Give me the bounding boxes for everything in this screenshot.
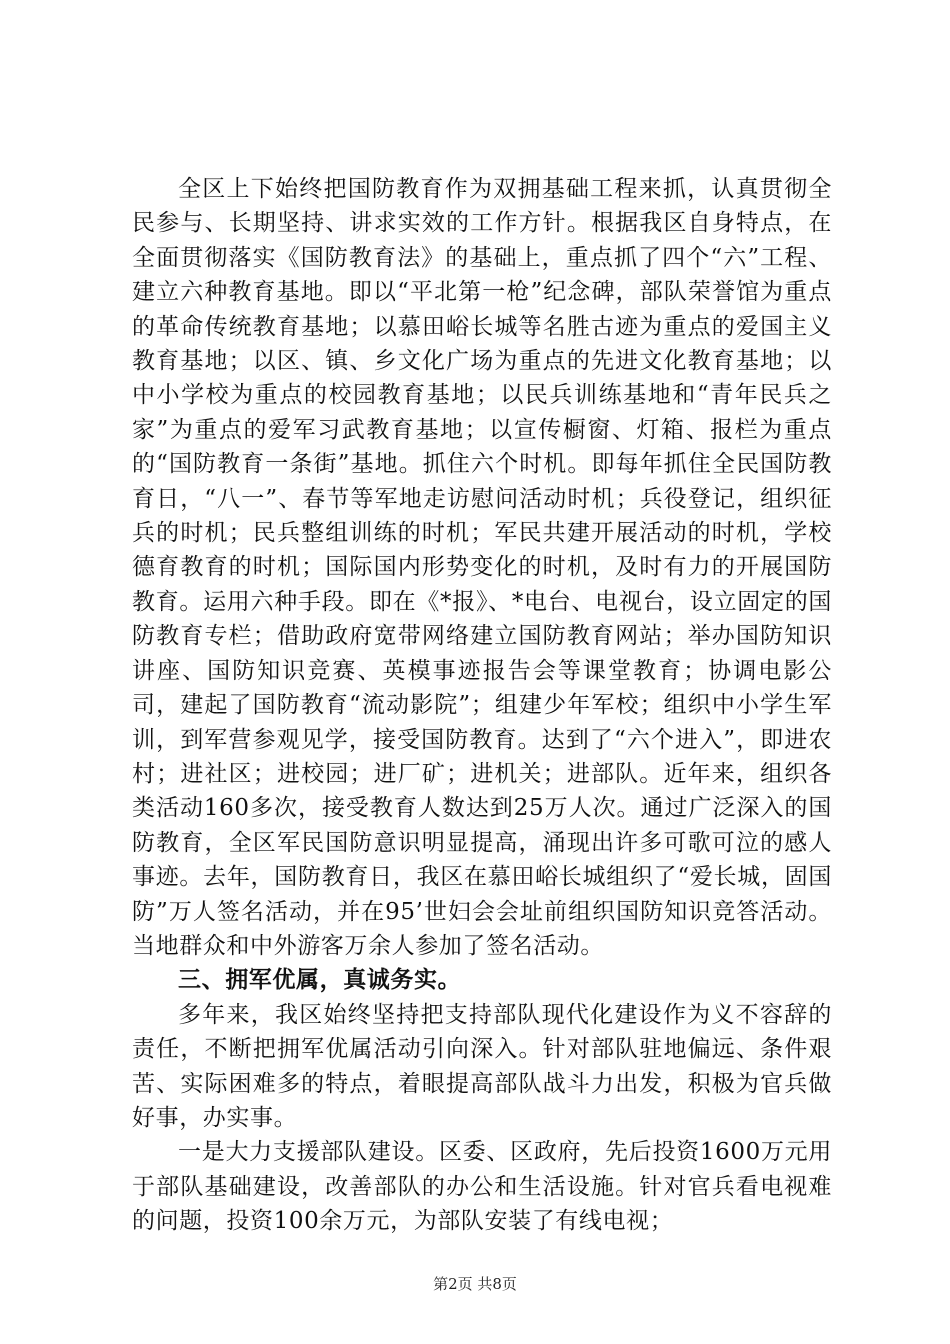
- section-heading-support-military: 三、拥军优属，真诚务实。: [178, 967, 462, 994]
- document-body: [132, 172, 832, 1239]
- paragraph-support-construction: 一是大力支援部队建设。区委、区政府，先后投资1600万元用于部队基础建设，改善部队的办公和生活设施。针对官兵看电视难的问题，投资100余万元，为部队安装了有线电视；: [132, 1139, 832, 1235]
- paragraph-support-modernization: 多年来，我区始终坚持把支持部队现代化建设作为义不容辞的责任，不断把拥军优属活动引向深入。针对部队驻地偏远、条件艰苦、实际困难多的特点，着眼提高部队战斗力出发，积极为官兵做好事，办实事。: [132, 1001, 832, 1131]
- page-number-footer: 第2页 共8页: [433, 1275, 517, 1293]
- paragraph-national-defense-education: 全区上下始终把国防教育作为双拥基础工程来抓，认真贯彻全民参与、长期坚持、讲求实效的工作方针。根据我区自身特点，在全面贯彻落实《国防教育法》的基础上，重点抓了四个“六”工程、建立六种教育基地。即以“平北第一枪”纪念碑，部队荣誉馆为重点的革命传统教育基地；以慕田峪长城等名胜古迹为重点的爱国主义教育基地；以区、镇、乡文化广场为重点的先进文化教育基地；以中小学校为重点的校园教育基地；以民兵训练基地和“青年民兵之家”为重点的爱军习武教育基地；以宣传橱窗、灯箱、报栏为重点的“国防教育一条街”基地。抓住六个时机。即每年抓住全民国防教育日，“八一”、春节等军地走访慰问活动时机；兵役登记，组织征兵的时机；民兵整组训练的时机；军民共建开展活动的时机，学校德育教育的时机；国际国内形势变化的时机，及时有力的开展国防教育。运用六种手段。即在《*报》、*电台、电视台，设立固定的国防教育专栏；借助政府宽带网络建立国防教育网站；举办国防知识讲座、国防知识竞赛、英模事迹报告会等课堂教育；协调电影公司，建起了国防教育“流动影院”；组建少年军校；组织中小学生军训，到军营参观见学，接受国防教育。达到了“六个进入”，即进农村；进社区；进校园；进厂矿；进机关；进部队。近年来，组织各类活动160多次，接受教育人数达到25万人次。通过广泛深入的国防教育，全区军民国防意识明显提高，涌现出许多可歌可泣的感人事迹。去年，国防教育日，我区在慕田峪长城组织了“爱长城，固国防”万人签名活动，并在95’世妇会会址前组织国防知识竞答活动。当地群众和中外游客万余人参加了签名活动。: [132, 176, 832, 959]
